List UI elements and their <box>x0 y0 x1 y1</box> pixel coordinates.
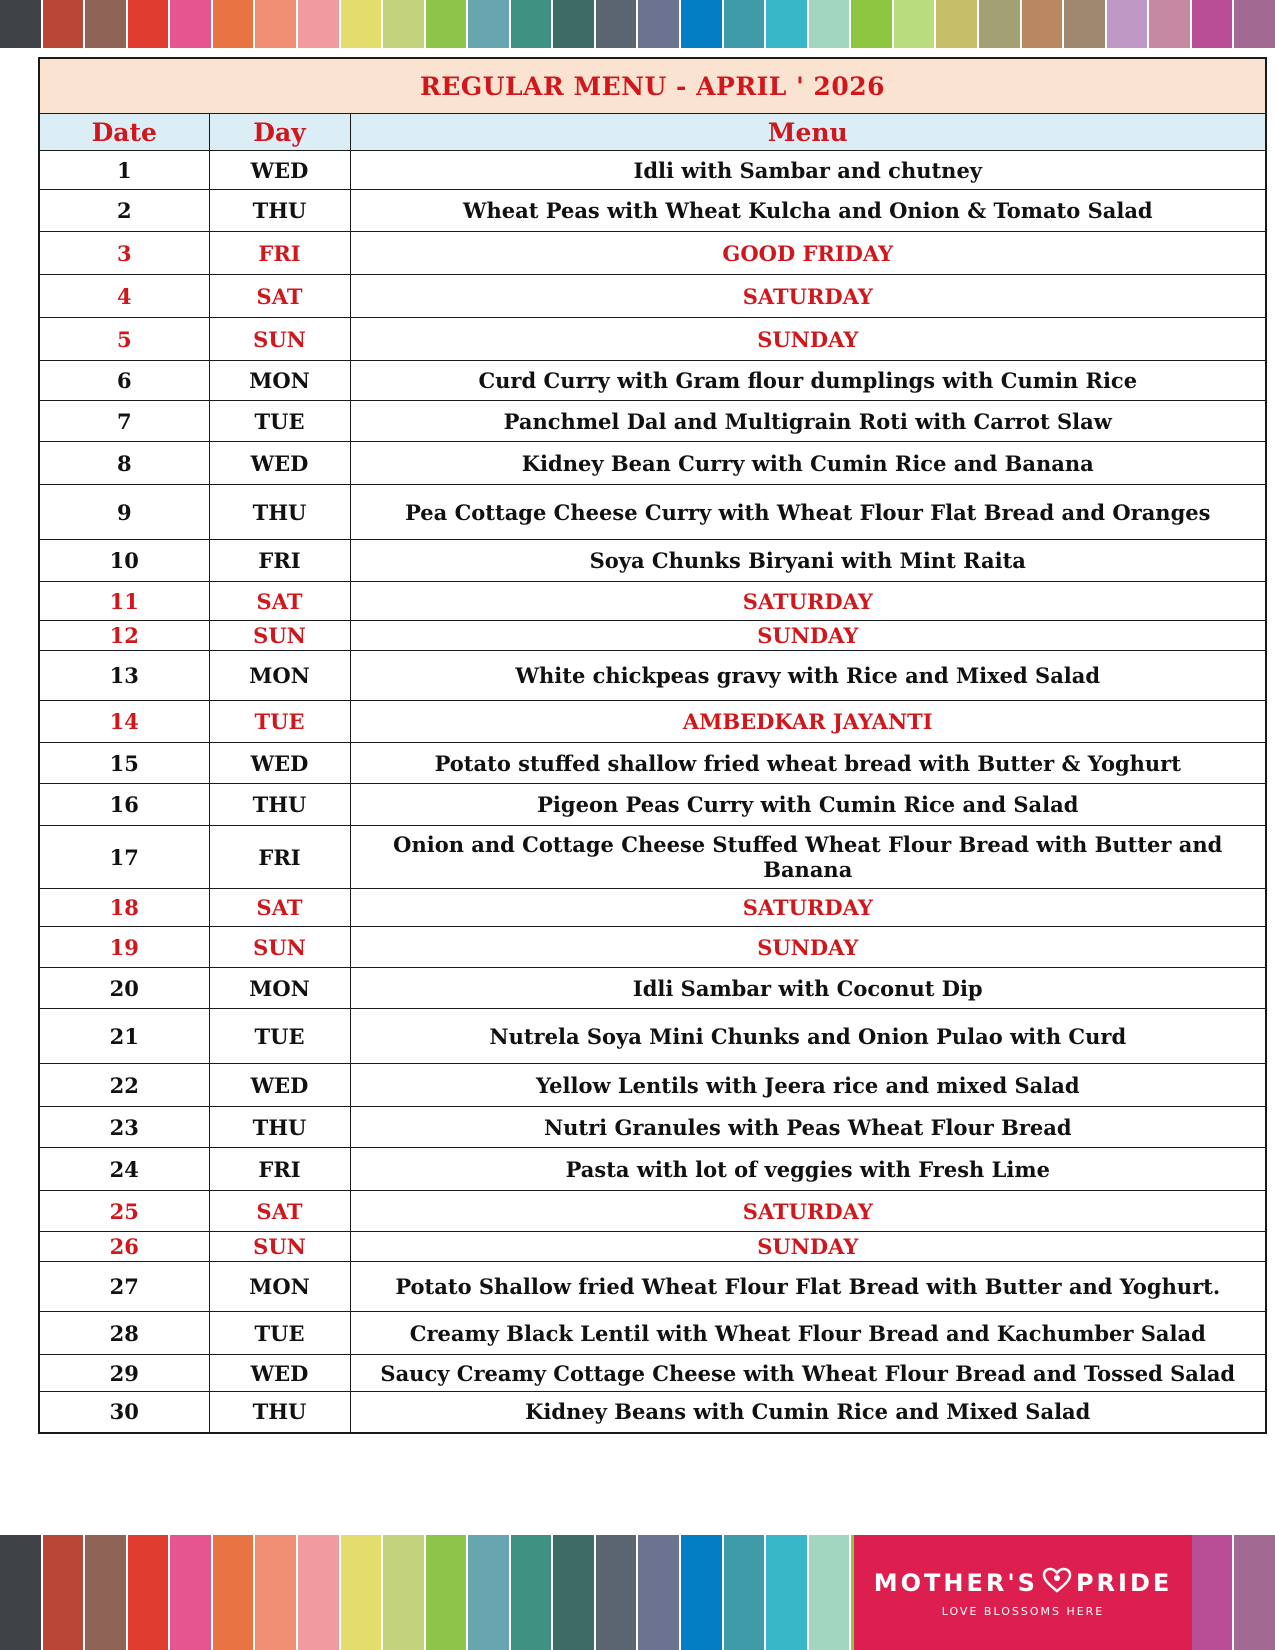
menu-title: REGULAR MENU - APRIL ' 2026 <box>39 58 1266 114</box>
row-day: SAT <box>209 1191 350 1232</box>
color-stripe <box>851 0 894 48</box>
row-menu: GOOD FRIDAY <box>350 232 1266 275</box>
row-date: 5 <box>39 318 209 361</box>
row-menu: AMBEDKAR JAYANTI <box>350 701 1266 743</box>
menu-row <box>39 927 1266 968</box>
menu-row <box>39 889 1266 927</box>
menu-row <box>39 190 1266 232</box>
heart-icon <box>1042 1567 1072 1599</box>
row-day: SUN <box>209 318 350 361</box>
color-stripe <box>766 0 809 48</box>
row-date: 15 <box>39 743 209 784</box>
color-stripe <box>766 1535 809 1650</box>
color-stripe <box>1064 0 1107 48</box>
menu-table-container <box>38 57 1265 1434</box>
color-stripe <box>979 0 1022 48</box>
menu-row <box>39 485 1266 540</box>
row-day: WED <box>209 1064 350 1107</box>
header-date: Date <box>39 114 209 151</box>
color-stripe <box>0 1535 43 1650</box>
menu-row <box>39 743 1266 784</box>
row-date: 13 <box>39 651 209 701</box>
color-stripe <box>383 0 426 48</box>
row-menu: SATURDAY <box>350 582 1266 621</box>
row-day: MON <box>209 1262 350 1312</box>
row-menu: Curd Curry with Gram flour dumplings with Cumin Rice <box>350 361 1266 401</box>
color-stripe <box>43 0 86 48</box>
row-menu: Idli with Sambar and chutney <box>350 151 1266 190</box>
menu-row <box>39 442 1266 485</box>
menu-table <box>38 57 1267 1434</box>
row-menu: SUNDAY <box>350 927 1266 968</box>
row-date: 1 <box>39 151 209 190</box>
color-stripe <box>809 1535 852 1650</box>
menu-row <box>39 826 1266 889</box>
row-day: SAT <box>209 275 350 318</box>
row-date: 2 <box>39 190 209 232</box>
color-stripe <box>170 1535 213 1650</box>
row-day: SUN <box>209 1232 350 1262</box>
color-stripe <box>383 1535 426 1650</box>
color-stripe <box>468 0 511 48</box>
row-date: 23 <box>39 1107 209 1148</box>
row-day: MON <box>209 361 350 401</box>
color-stripe <box>894 0 937 48</box>
row-menu: Kidney Beans with Cumin Rice and Mixed Salad <box>350 1392 1266 1433</box>
row-day: WED <box>209 1355 350 1392</box>
color-stripe <box>298 1535 341 1650</box>
menu-row <box>39 651 1266 701</box>
row-day: THU <box>209 784 350 826</box>
color-stripe <box>43 1535 86 1650</box>
row-date: 18 <box>39 889 209 927</box>
row-day: FRI <box>209 232 350 275</box>
color-stripe <box>1107 0 1150 48</box>
color-stripe <box>511 0 554 48</box>
menu-row <box>39 1191 1266 1232</box>
color-stripe <box>553 1535 596 1650</box>
row-date: 22 <box>39 1064 209 1107</box>
row-menu: Potato stuffed shallow fried wheat bread with Butter & Yoghurt <box>350 743 1266 784</box>
row-date: 11 <box>39 582 209 621</box>
menu-row <box>39 1312 1266 1355</box>
row-date: 27 <box>39 1262 209 1312</box>
color-stripe <box>298 0 341 48</box>
menu-row <box>39 1064 1266 1107</box>
color-stripe <box>426 1535 469 1650</box>
color-stripe <box>596 1535 639 1650</box>
row-date: 26 <box>39 1232 209 1262</box>
header-menu: Menu <box>350 114 1266 151</box>
row-menu: SATURDAY <box>350 1191 1266 1232</box>
row-day: SUN <box>209 927 350 968</box>
menu-row <box>39 232 1266 275</box>
color-stripe <box>1234 0 1275 48</box>
color-stripe <box>213 0 256 48</box>
color-stripe <box>638 0 681 48</box>
menu-row <box>39 318 1266 361</box>
color-stripe <box>681 0 724 48</box>
row-day: THU <box>209 190 350 232</box>
row-date: 4 <box>39 275 209 318</box>
row-menu: SATURDAY <box>350 889 1266 927</box>
row-menu: Pigeon Peas Curry with Cumin Rice and Salad <box>350 784 1266 826</box>
row-menu: Panchmel Dal and Multigrain Roti with Carrot Slaw <box>350 401 1266 442</box>
row-day: MON <box>209 651 350 701</box>
row-date: 20 <box>39 968 209 1009</box>
row-menu: White chickpeas gravy with Rice and Mixed Salad <box>350 651 1266 701</box>
row-menu: Wheat Peas with Wheat Kulcha and Onion & Tomato Salad <box>350 190 1266 232</box>
row-menu: Idli Sambar with Coconut Dip <box>350 968 1266 1009</box>
header-day: Day <box>209 114 350 151</box>
logo-name <box>874 1567 1173 1599</box>
logo-name-left: MOTHER'S <box>873 1569 1038 1597</box>
menu-table-body <box>39 151 1266 1433</box>
color-stripe <box>1192 1535 1235 1650</box>
menu-row <box>39 1009 1266 1064</box>
color-stripe <box>468 1535 511 1650</box>
menu-row <box>39 1392 1266 1433</box>
color-stripe <box>936 0 979 48</box>
row-date: 25 <box>39 1191 209 1232</box>
color-stripe <box>511 1535 554 1650</box>
color-stripe <box>0 0 43 48</box>
row-day: SAT <box>209 582 350 621</box>
row-date: 19 <box>39 927 209 968</box>
row-date: 28 <box>39 1312 209 1355</box>
row-menu: Yellow Lentils with Jeera rice and mixed Salad <box>350 1064 1266 1107</box>
row-menu: Onion and Cottage Cheese Stuffed Wheat Flour Bread with Butter and Banana <box>350 826 1266 889</box>
logo-tagline: LOVE BLOSSOMS HERE <box>941 1605 1105 1618</box>
row-day: SUN <box>209 621 350 651</box>
row-menu: Creamy Black Lentil with Wheat Flour Bread and Kachumber Salad <box>350 1312 1266 1355</box>
row-date: 16 <box>39 784 209 826</box>
row-date: 7 <box>39 401 209 442</box>
menu-row <box>39 1262 1266 1312</box>
row-day: MON <box>209 968 350 1009</box>
menu-row <box>39 1232 1266 1262</box>
row-date: 29 <box>39 1355 209 1392</box>
menu-row <box>39 151 1266 190</box>
color-stripe <box>681 1535 724 1650</box>
row-day: THU <box>209 1107 350 1148</box>
color-stripe <box>128 1535 171 1650</box>
color-stripe <box>341 0 384 48</box>
row-date: 30 <box>39 1392 209 1433</box>
row-menu: Pea Cottage Cheese Curry with Wheat Flour Flat Bread and Oranges <box>350 485 1266 540</box>
menu-row <box>39 401 1266 442</box>
row-day: TUE <box>209 401 350 442</box>
row-menu: SUNDAY <box>350 318 1266 361</box>
color-stripe <box>638 1535 681 1650</box>
row-day: TUE <box>209 701 350 743</box>
color-stripe <box>809 0 852 48</box>
color-stripe <box>596 0 639 48</box>
row-menu: SUNDAY <box>350 1232 1266 1262</box>
color-stripe <box>553 0 596 48</box>
top-color-stripes <box>0 0 1275 48</box>
row-menu: Nutri Granules with Peas Wheat Flour Bread <box>350 1107 1266 1148</box>
row-date: 24 <box>39 1148 209 1191</box>
row-date: 17 <box>39 826 209 889</box>
menu-row <box>39 540 1266 582</box>
menu-row <box>39 275 1266 318</box>
row-day: SAT <box>209 889 350 927</box>
row-day: WED <box>209 442 350 485</box>
row-day: FRI <box>209 826 350 889</box>
menu-row <box>39 582 1266 621</box>
color-stripe <box>724 1535 767 1650</box>
menu-row <box>39 968 1266 1009</box>
row-day: FRI <box>209 1148 350 1191</box>
row-day: THU <box>209 1392 350 1433</box>
menu-row <box>39 1107 1266 1148</box>
row-day: THU <box>209 485 350 540</box>
row-date: 14 <box>39 701 209 743</box>
row-day: WED <box>209 743 350 784</box>
color-stripe <box>724 0 767 48</box>
menu-row <box>39 1148 1266 1191</box>
color-stripe <box>1234 1535 1275 1650</box>
color-stripe <box>85 0 128 48</box>
row-menu: Saucy Creamy Cottage Cheese with Wheat Flour Bread and Tossed Salad <box>350 1355 1266 1392</box>
row-date: 6 <box>39 361 209 401</box>
row-menu: Kidney Bean Curry with Cumin Rice and Banana <box>350 442 1266 485</box>
row-date: 21 <box>39 1009 209 1064</box>
menu-row <box>39 784 1266 826</box>
row-menu: SUNDAY <box>350 621 1266 651</box>
row-date: 12 <box>39 621 209 651</box>
menu-row <box>39 621 1266 651</box>
color-stripe <box>1022 0 1065 48</box>
row-date: 3 <box>39 232 209 275</box>
row-menu: Pasta with lot of veggies with Fresh Lime <box>350 1148 1266 1191</box>
row-day: TUE <box>209 1312 350 1355</box>
menu-row <box>39 1355 1266 1392</box>
row-menu: Potato Shallow fried Wheat Flour Flat Bread with Butter and Yoghurt. <box>350 1262 1266 1312</box>
menu-row <box>39 701 1266 743</box>
row-day: WED <box>209 151 350 190</box>
row-menu: Nutrela Soya Mini Chunks and Onion Pulao with Curd <box>350 1009 1266 1064</box>
menu-row <box>39 361 1266 401</box>
color-stripe <box>170 0 213 48</box>
color-stripe <box>128 0 171 48</box>
row-date: 8 <box>39 442 209 485</box>
row-menu: Soya Chunks Biryani with Mint Raita <box>350 540 1266 582</box>
row-day: FRI <box>209 540 350 582</box>
row-day: TUE <box>209 1009 350 1064</box>
color-stripe <box>426 0 469 48</box>
row-date: 10 <box>39 540 209 582</box>
color-stripe <box>255 1535 298 1650</box>
row-menu: SATURDAY <box>350 275 1266 318</box>
color-stripe <box>85 1535 128 1650</box>
color-stripe <box>255 0 298 48</box>
mothers-pride-logo <box>854 1535 1192 1650</box>
color-stripe <box>1192 0 1235 48</box>
logo-name-right: PRIDE <box>1075 1569 1173 1597</box>
color-stripe <box>213 1535 256 1650</box>
color-stripe <box>1149 0 1192 48</box>
row-date: 9 <box>39 485 209 540</box>
color-stripe <box>341 1535 384 1650</box>
